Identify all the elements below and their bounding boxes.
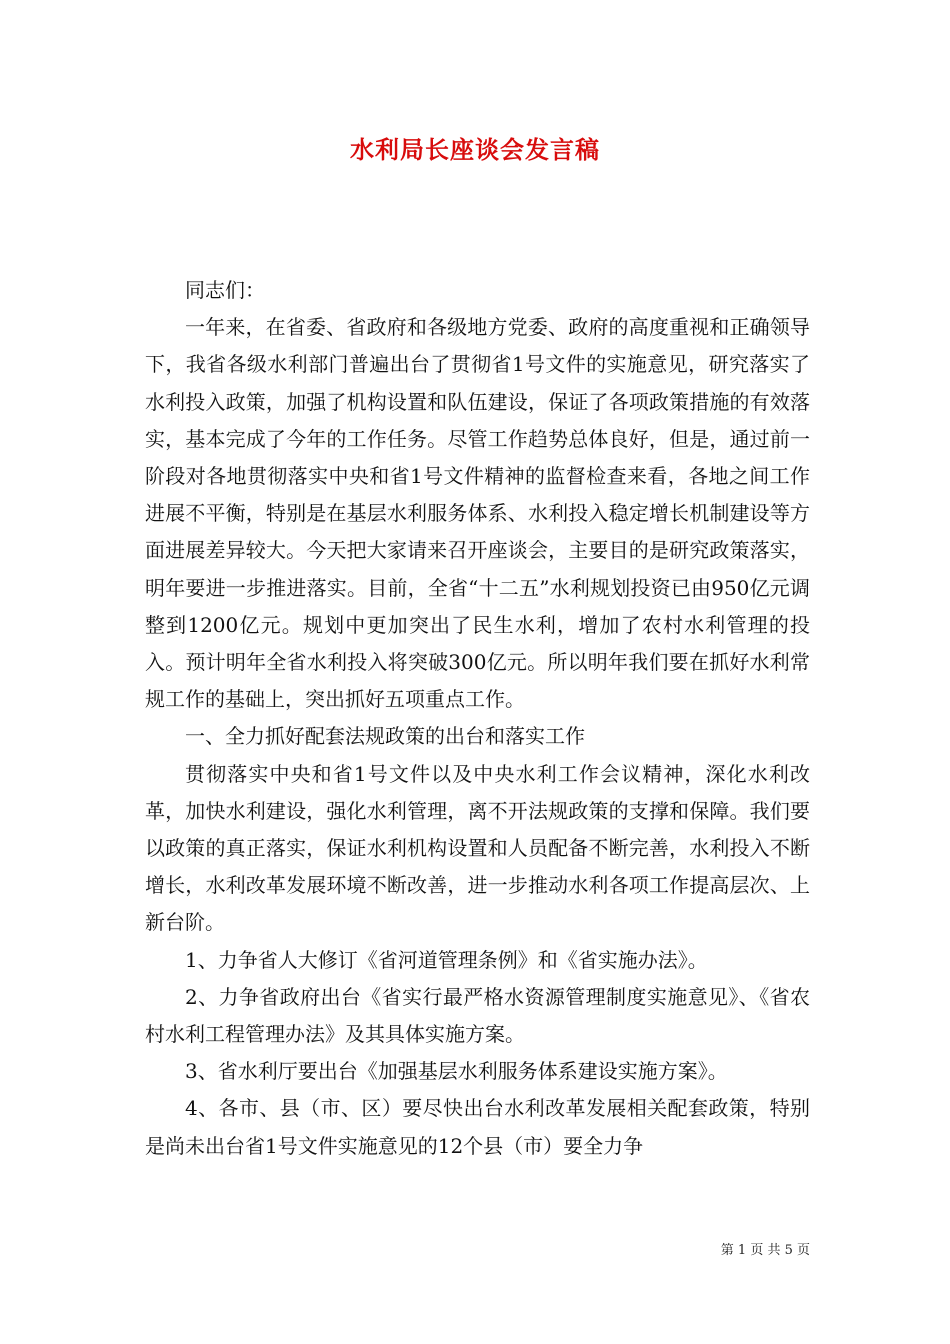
intro-paragraph: 一年来，在省委、省政府和各级地方党委、政府的高度重视和正确领导下，我省各级水利部门普遍出台了贯彻省1号文件的实施意见，研究落实了水利投入政策，加强了机构设置和队伍建设，保证了各项政策措施的有效落实，基本完成了今年的工作任务。尽管工作趋势总体良好，但是，通过前一阶段对各地贯彻落实中央和省1号文件精神的监督检查来看，各地之间工作进展不平衡，特别是在基层水利服务体系、水利投入稳定增长机制建设等方面进展差异较大。今天把大家请来召开座谈会，主要目的是研究政策落实，明年要进一步推进落实。目前，全省“十二五”水利规划投资已由950亿元调整到1200亿元。规划中更加突出了民生水利，增加了农村水利管理的投入。预计明年全省水利投入将突破300亿元。所以明年我们要在抓好水利常规工作的基础上，突出抓好五项重点工作。 — [145, 315, 810, 712]
list-item-3: 3、省水利厅要出台《加强基层水利服务体系建设实施方案》。 — [185, 1059, 728, 1084]
section-heading: 一、全力抓好配套法规政策的出台和落实工作 — [185, 724, 585, 749]
document-title: 水利局长座谈会发言稿 — [350, 135, 600, 164]
section-body-paragraph: 贯彻落实中央和省1号文件以及中央水利工作会议精神，深化水利改革，加快水利建设，强化水利管理，离不开法规政策的支撑和保障。我们要以政策的真正落实，保证水利机构设置和人员配备不断完善，水利投入不断增长，水利改革发展环境不断改善，进一步推动水利各项工作提高层次、上新台阶。 — [145, 761, 810, 935]
salutation-paragraph: 同志们： — [185, 278, 265, 302]
list-item-1: 1、力争省人大修订《省河道管理条例》和《省实施办法》。 — [185, 947, 708, 972]
list-item-4: 4、各市、县（市、区）要尽快出台水利改革发展相关配套政策，特别是尚未出台省1号文件实施意见的12个县（市）要全力争 — [145, 1096, 810, 1158]
page-number: 第 1 页 共 5 页 — [720, 1243, 810, 1258]
list-item-2: 2、力争省政府出台《省实行最严格水资源管理制度实施意见》、《省农村水利工程管理办法》及其具体实施方案。 — [145, 984, 810, 1047]
document-body — [145, 272, 810, 1165]
